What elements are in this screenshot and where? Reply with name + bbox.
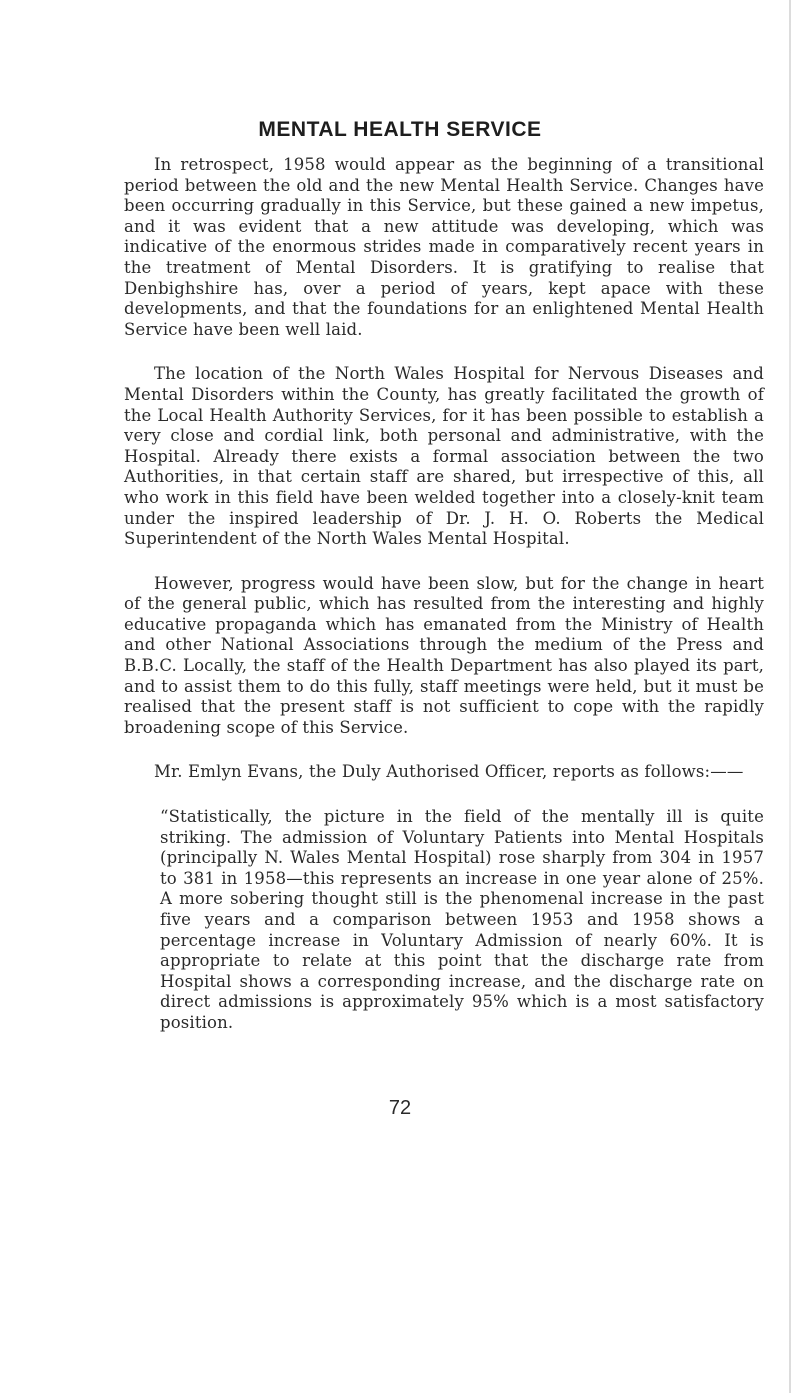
page-number: 72	[388, 1097, 412, 1119]
page-edge-shadow	[789, 0, 791, 1393]
body-text	[124, 155, 764, 1058]
paragraph-officer-report-intro: Mr. Emlyn Evans, the Duly Authorised Officer, reports as follows:——	[154, 762, 744, 782]
paragraph-progress: However, progress would have been slow, but for the change in heart of the general public, which has resulted from the interesting and highly educative propaganda which has emanated from the Ministry of Health and other National Associations through the medium of the Press and B.B.C. Locally, the staff of the Health Department has also played its part, and to assist them to do this fully, staff meetings were held, but it must be realised that the present staff is not sufficient to cope with the rapidly broadening scope of this Service.	[124, 573, 764, 737]
paragraph-hospital-location: The location of the North Wales Hospital for Nervous Diseases and Mental Disorders within the County, has greatly facilitated the growth of the Local Health Authority Services, for it has been possible to establish a very close and cordial link, both personal and administrative, with the Hospital. Already there exists a formal association between the two Authorities, in that certain staff are shared, but irrespective of this, all who work in this field have been welded together into a closely-knit team under the inspired leadership of Dr. J. H. O. Roberts the Medical Superintendent of the North Wales Mental Hospital.	[124, 364, 764, 549]
page-title: MENTAL HEALTH SERVICE	[258, 118, 542, 141]
paragraph-retrospect: In retrospect, 1958 would appear as the beginning of a transitional period between the old and the new Mental Health Service. Changes have been occurring gradually in this Service, but these gained a new impetus, and it was evident that a new attitude was developing, which was indicative of the enormous strides made in comparatively recent years in the treatment of Mental Disorders. It is gratifying to realise that Denbighshire has, over a period of years, kept apace with these developments, and that the foundations for an enlightened Mental Health Service have been well laid.	[124, 155, 764, 339]
paragraph-statistics-quote: “Statistically, the picture in the field of the mentally ill is quite striking. The admission of Voluntary Patients into Mental Hospitals (principally N. Wales Mental Hospital) rose sharply from 304 in 1957 to 381 in 1958—this represents an increase in one year alone of 25%. A more sobering thought still is the phenomenal increase in the past five years and a comparison between 1953 and 1958 shows a percentage increase in Voluntary Admission of nearly 60%. It is appropriate to relate at this point that the discharge rate from Hospital shows a corresponding increase, and the discharge rate on direct admissions is approximately 95% which is a most satisfactory position.	[160, 807, 764, 1032]
